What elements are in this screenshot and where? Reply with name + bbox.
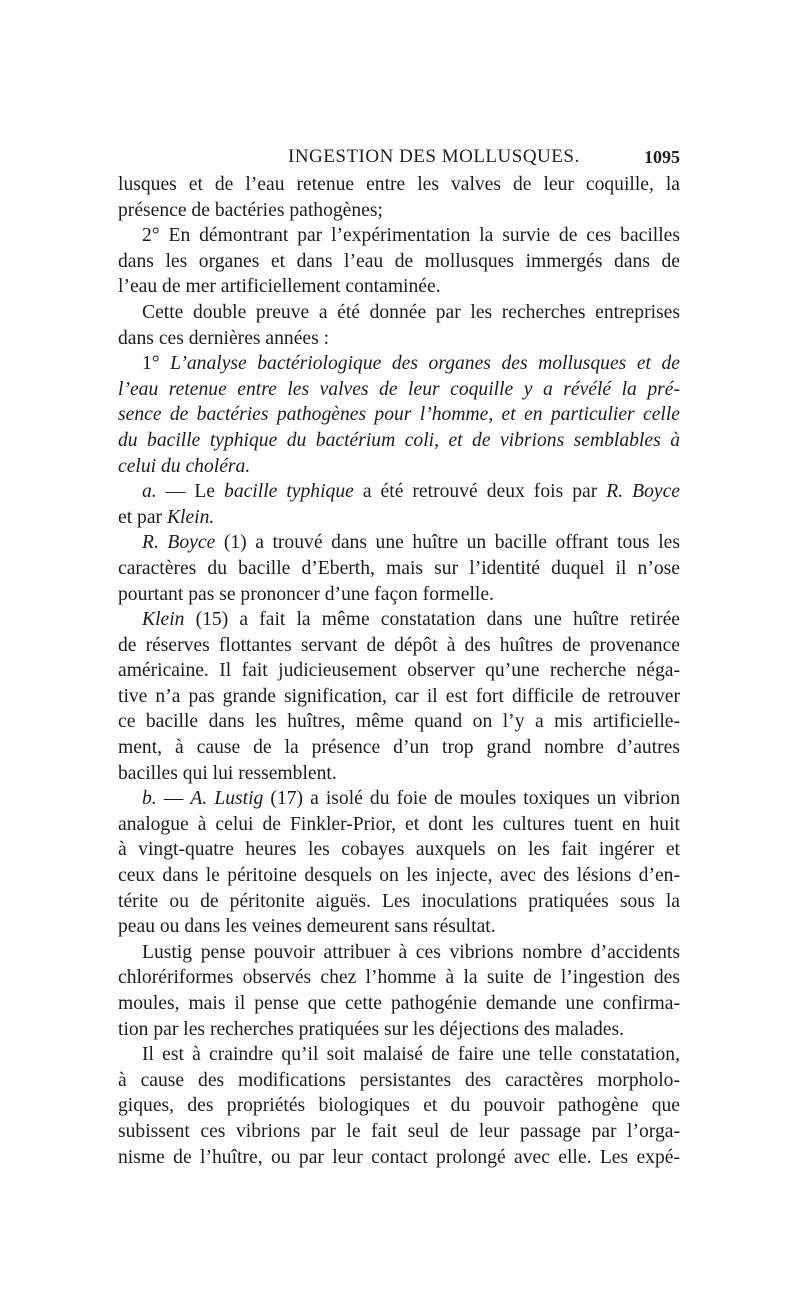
text-run: Cette double preuve a été donnée par les recherches entreprises bbox=[142, 301, 680, 323]
text-run: lusques et de l’eau retenue entre les valves de leur coquille, la bbox=[118, 174, 680, 195]
text-run: pourtant pas se prononcer d’une façon formelle. bbox=[118, 583, 494, 605]
body-text bbox=[118, 172, 680, 1170]
text-run: à cause des modifications persistantes des caractères morpholo- bbox=[118, 1069, 680, 1091]
text-run: — bbox=[156, 788, 191, 810]
text-run: a été retrouvé deux fois par bbox=[353, 481, 607, 503]
text-line bbox=[118, 991, 680, 1017]
text-line bbox=[118, 684, 680, 710]
page-number: 1095 bbox=[644, 147, 680, 167]
text-run: présence de bactéries pathogènes; bbox=[118, 199, 383, 221]
text-line bbox=[118, 633, 680, 659]
italic-text-run: a. bbox=[142, 481, 157, 503]
text-line bbox=[118, 377, 680, 403]
text-line bbox=[118, 786, 680, 812]
text-line bbox=[118, 428, 680, 454]
text-line bbox=[118, 863, 680, 889]
text-line bbox=[118, 351, 680, 377]
text-line bbox=[118, 582, 680, 608]
text-line bbox=[118, 479, 680, 505]
text-run: analogue à celui de Finkler-Prior, et dont les cultures tuent en huit bbox=[118, 813, 680, 835]
text-line bbox=[118, 735, 680, 761]
running-title: INGESTION DES MOLLUSQUES. bbox=[288, 146, 580, 167]
text-run: ce bacille dans les huîtres, même quand on l’y a mis artificielle- bbox=[118, 711, 680, 733]
text-line bbox=[118, 914, 680, 940]
text-line bbox=[118, 658, 680, 684]
italic-text-run: l’eau retenue entre les valves de leur coquille y a révélé la pré- bbox=[118, 378, 680, 400]
text-run: subissent ces vibrions par le fait seul de leur passage par l’orga- bbox=[118, 1120, 680, 1142]
text-line bbox=[118, 454, 680, 480]
italic-text-run: Klein. bbox=[166, 506, 215, 528]
text-line bbox=[118, 1093, 680, 1119]
text-line bbox=[118, 530, 680, 556]
text-line bbox=[118, 1145, 680, 1171]
text-line bbox=[118, 709, 680, 735]
text-line bbox=[118, 198, 680, 224]
italic-text-run: L’analyse bactériologique des organes des mollusques et de bbox=[170, 353, 680, 375]
text-line bbox=[118, 249, 680, 275]
text-run: Lustig pense pouvoir attribuer à ces vibrions nombre d’accidents bbox=[142, 941, 680, 963]
text-run: (17) a isolé du foie de moules toxiques un vibrion bbox=[263, 788, 680, 810]
text-line bbox=[118, 812, 680, 838]
italic-text-run: Klein bbox=[142, 609, 185, 631]
text-line bbox=[118, 889, 680, 915]
text-line bbox=[118, 940, 680, 966]
text-run: peau ou dans les veines demeurent sans résultat. bbox=[118, 916, 496, 938]
text-run: giques, des propriétés biologiques et du pouvoir pathogène que bbox=[118, 1095, 680, 1117]
italic-text-run: sence de bactéries pathogènes pour l’homme, et en particulier celle bbox=[118, 404, 680, 426]
text-line bbox=[118, 761, 680, 787]
text-run: moules, mais il pense que cette pathogénie demande une confirma- bbox=[118, 993, 680, 1014]
text-run: tion par les recherches pratiquées sur les déjections des malades. bbox=[118, 1018, 624, 1040]
text-line bbox=[118, 326, 680, 352]
italic-text-run: du bacille typhique du bactérium coli, et de vibrions semblables à bbox=[118, 429, 680, 451]
italic-text-run: celui du choléra. bbox=[118, 455, 251, 477]
text-line bbox=[118, 556, 680, 582]
text-line bbox=[118, 1042, 680, 1068]
italic-text-run: R. Boyce bbox=[606, 481, 680, 503]
text-run: de réserves flottantes servant de dépôt à des huîtres de provenance bbox=[118, 634, 680, 656]
text-line bbox=[118, 402, 680, 428]
text-run: ceux dans le péritoine desquels on les injecte, avec des lésions d’en- bbox=[118, 865, 680, 887]
text-run: 1° bbox=[142, 353, 171, 375]
text-run: tive n’a pas grande signification, car il est fort difficile de retrouver bbox=[118, 685, 680, 707]
text-run: (1) a trouvé dans une huître un bacille offrant tous les bbox=[215, 532, 680, 554]
text-run: nisme de l’huître, ou par leur contact prolongé avec elle. Les expé- bbox=[118, 1146, 680, 1168]
italic-text-run: A. Lustig bbox=[190, 788, 264, 810]
text-run: 2° En démontrant par l’expérimentation la survie de ces bacilles bbox=[142, 225, 680, 247]
italic-text-run: bacille typhique bbox=[224, 481, 354, 503]
text-run: térite ou de péritonite aiguës. Les inoculations pratiquées sous la bbox=[118, 890, 680, 912]
text-run: et par bbox=[118, 506, 167, 528]
text-line bbox=[118, 1119, 680, 1145]
text-run: ment, à cause de la présence d’un trop grand nombre d’autres bbox=[118, 737, 680, 759]
text-line bbox=[118, 274, 680, 300]
text-line bbox=[118, 505, 680, 531]
text-line bbox=[118, 965, 680, 991]
text-line bbox=[118, 300, 680, 326]
text-line bbox=[118, 1068, 680, 1094]
text-run: (15) a fait la même constatation dans une huître retirée bbox=[184, 609, 680, 631]
text-run: à vingt-quatre heures les cobayes auxquels on les fait ingérer et bbox=[118, 839, 680, 861]
running-header bbox=[118, 146, 680, 174]
text-run: chlorériformes observés chez l’homme à la suite de l’ingestion des bbox=[118, 967, 680, 989]
text-run: Il est à craindre qu’il soit malaisé de faire une telle constatation, bbox=[142, 1044, 680, 1066]
text-line bbox=[118, 1017, 680, 1043]
italic-text-run: R. Boyce bbox=[142, 532, 216, 554]
text-run: dans les organes et dans l’eau de mollusques immergés dans de bbox=[118, 250, 680, 272]
text-run: — Le bbox=[156, 481, 225, 503]
text-line bbox=[118, 837, 680, 863]
italic-text-run: b. bbox=[142, 788, 157, 810]
text-run: dans ces dernières années : bbox=[118, 327, 330, 349]
text-run: américaine. Il fait judicieusement observer qu’une recherche néga- bbox=[118, 660, 680, 682]
text-run: l’eau de mer artificiellement contaminée. bbox=[118, 276, 441, 298]
text-line bbox=[118, 607, 680, 633]
text-run: bacilles qui lui ressemblent. bbox=[118, 762, 337, 784]
text-line bbox=[118, 223, 680, 249]
text-run: caractères du bacille d’Eberth, mais sur l’identité duquel il n’ose bbox=[118, 557, 680, 579]
text-line bbox=[118, 172, 680, 198]
